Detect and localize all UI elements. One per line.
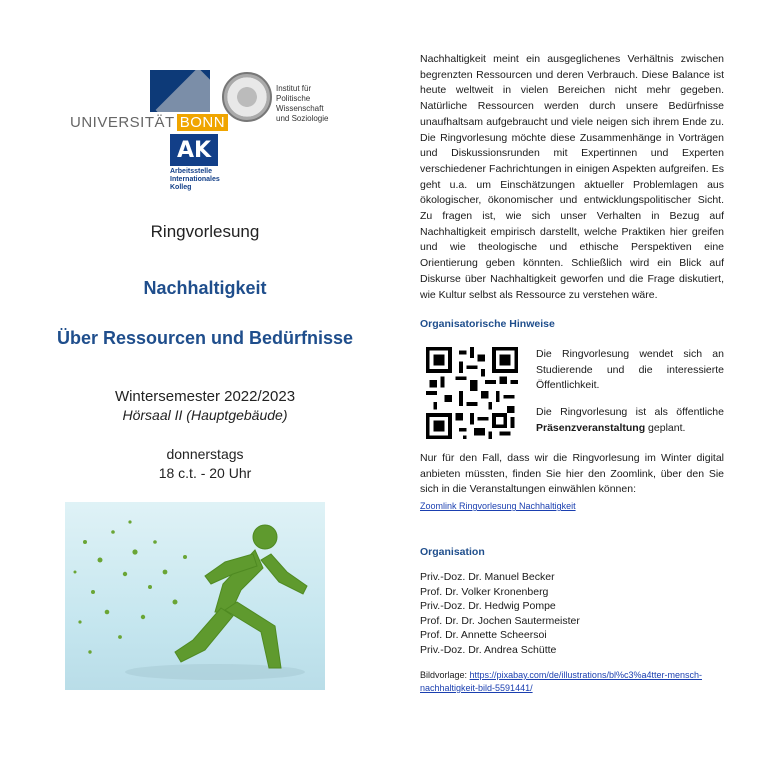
qr-code-icon[interactable] [426, 347, 518, 439]
audience-text: Die Ringvorlesung wendet sich an Studierende und die interessierte Öffentlichkeit. [536, 347, 724, 392]
weekday: donnerstags [166, 446, 244, 462]
digital-note: Nur für den Fall, dass wir die Ringvorlesung im Winter digital anbieten müssten, finden Sie hier den Zoomlink, über den Sie sich in die Veranstaltungen einwählen können: [420, 451, 724, 496]
organiser-item: Prof. Dr. Annette Scheersoi [420, 629, 547, 642]
credit-label: Bildvorlage: [420, 669, 468, 680]
semester: Wintersemester 2022/2023 [114, 388, 296, 405]
intro-paragraph: Nachhaltigkeit meint ein ausgeglichenes Verhältnis zwischen begrenzten Ressourcen und deren Verbrauch. Diese Balance ist heute weltweit in vielen Bereichen nicht mehr gegeben. Natürliche Ressourcen werden durch unsere Bedürfnisse unaufhaltsam aufgebraucht und viele neigen sich ihrem Ende zu. Die Ringvorlesung möchte diese Zusammenhänge in Vorträgen und Diskussionsrunden mit Expertinnen und Experten verschiedener Fachrichtungen in einigen Aspekten aufgreifen. Es geht u.a. um Einschätzungen aktueller Problemlagen aus ökologischer, ökonomischer und entwicklungspolitischer Sicht. Zu fragen ist, wie sich unser Verhalten in Bezug auf Nachhaltigkeit empirisch darstellt, welche Praktiken hier greifen und wie theologische und ethische Perspektiven eine Orientierung geben könnten. Schließlich wird ein Blick auf Diskurse über Nachhaltigkeit geworfen und die Frage diskutiert, wie Kultur selbst als Ressource zu verstehen wäre. [420, 53, 724, 301]
qr-section [420, 347, 724, 451]
format-bold: Präsenzveranstaltung [536, 421, 646, 434]
bonn-logo-suffix: BONN [177, 114, 228, 131]
lecture-subtitle: Über Ressourcen und Bedürfnisse [56, 328, 354, 348]
organisation-heading: Organisation [420, 545, 485, 558]
organiser-item: Priv.-Doz. Dr. Manuel Becker [420, 571, 555, 584]
location: Hörsaal II (Hauptgebäude) [122, 407, 288, 423]
bonn-logo-prefix: UNIVERSITÄT [70, 114, 175, 131]
logo-row [70, 70, 370, 130]
time-slot: 18 c.t. - 20 Uhr [158, 465, 252, 481]
organiser-item: Priv.-Doz. Dr. Andrea Schütte [420, 643, 557, 656]
right-column [420, 52, 724, 695]
institute-name: Institut für Politische Wissenschaft und Soziologie [276, 84, 329, 123]
philosophy-seal-icon [222, 72, 272, 122]
organiser-item: Prof. Dr. Volker Kronenberg [420, 585, 549, 598]
format-text: Die Ringvorlesung ist als öffentliche Präsenzveranstaltung geplant. [536, 406, 724, 434]
org-notes-heading: Organisatorische Hinweise [420, 318, 555, 331]
ak-logo-mark: AK [170, 134, 218, 166]
organiser-item: Priv.-Doz. Dr. Hedwig Pompe [420, 600, 556, 613]
zoom-link[interactable]: Zoomlink Ringvorlesung Nachhaltigkeit [420, 501, 576, 512]
series-label: Ringvorlesung [150, 222, 260, 241]
lecture-title: Nachhaltigkeit [143, 278, 267, 298]
university-bonn-logo [70, 70, 226, 131]
bonn-logo-mark [150, 70, 210, 112]
ak-logo-text: Arbeitsstelle Internationales Kolleg [170, 168, 220, 191]
organiser-list [420, 570, 724, 656]
ak-logo [170, 134, 250, 194]
organiser-item: Prof. Dr. Dr. Jochen Sautermeister [420, 614, 580, 627]
credit-link[interactable]: https://pixabay.com/de/illustrations/bl%c3%a4tter-mensch-nachhaltigkeit-bild-5591441/ [420, 669, 702, 693]
qr-info-text [536, 347, 724, 448]
image-credit [420, 669, 724, 695]
leaf-runner-image [65, 502, 325, 690]
